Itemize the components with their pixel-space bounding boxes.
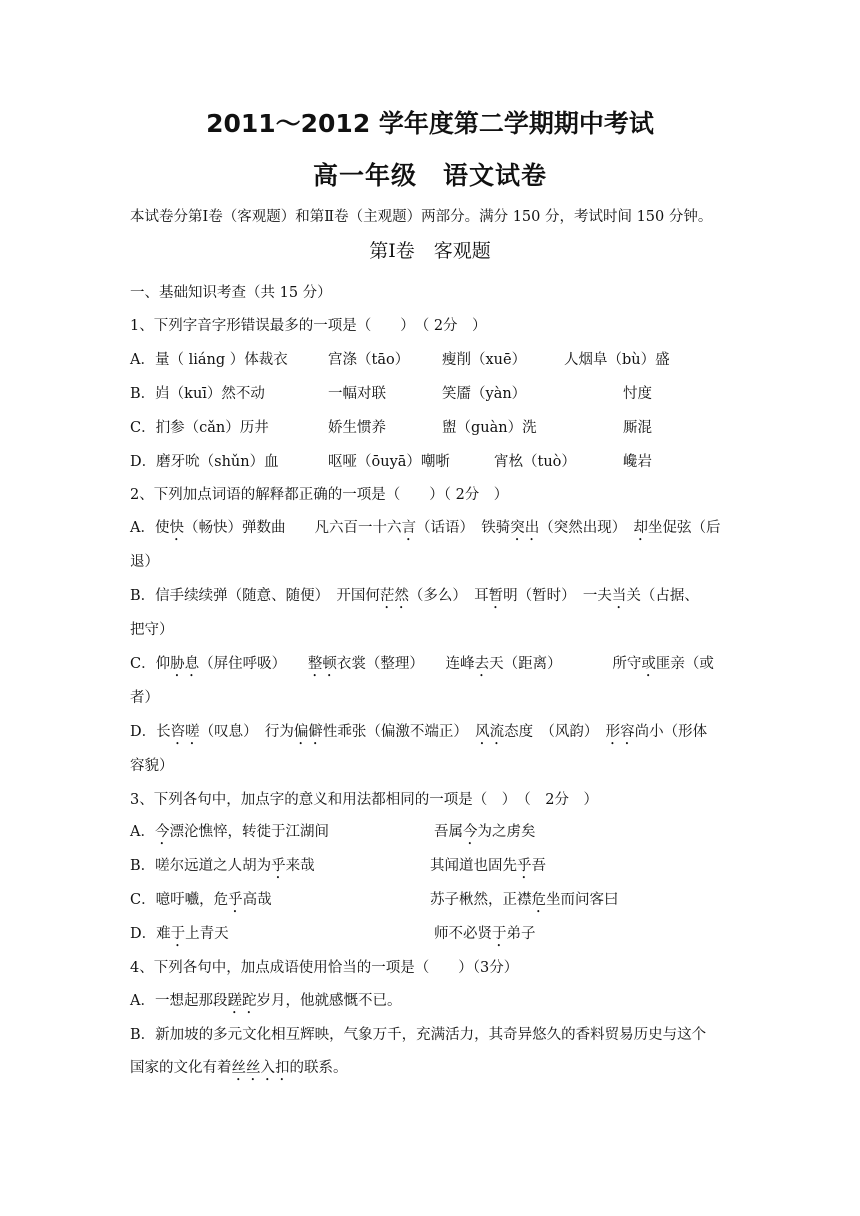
text: A． xyxy=(130,824,155,840)
dotted-word: 当 xyxy=(611,588,627,604)
text: 衣裳（整理） 连峰 xyxy=(336,656,475,672)
dotted-word: 乎 xyxy=(271,858,286,874)
text: D．长 xyxy=(130,724,171,740)
q1-b-item-2: 一幅对联 xyxy=(328,386,386,402)
q1-d-item-3: 宵㭃（tuò） xyxy=(494,454,576,470)
q1-d-item-1: D．磨牙吮（shǔn）血 xyxy=(130,454,279,470)
text: 高哉 xyxy=(242,892,272,908)
q2-option-c xyxy=(130,654,714,680)
q1-c-item-2: 娇生惯养 xyxy=(328,420,386,436)
text: 其闻道也固先 xyxy=(430,858,517,874)
text: 的联系。 xyxy=(289,1060,348,1076)
text: （话语） 铁骑 xyxy=(415,520,511,536)
q1-d-item-4: 巉岩 xyxy=(623,454,652,470)
dotted-word: 丝丝入扣 xyxy=(231,1060,290,1076)
text: B．嗟尔远道之人胡为 xyxy=(130,858,272,874)
q3-d-right xyxy=(434,924,536,950)
text: C．仰 xyxy=(130,656,171,672)
dotted-word: 突出 xyxy=(510,520,540,536)
q2-option-d xyxy=(130,722,707,748)
q4-stem: 4、下列各句中，加点成语使用恰当的一项是（ ）（3分） xyxy=(130,960,519,976)
text: 尚小（形体 xyxy=(634,724,708,740)
dotted-word: 乎 xyxy=(228,892,243,908)
q3-c-left xyxy=(130,890,272,916)
exam-title: 2011～2012 学年度第二学期期中考试 xyxy=(206,109,654,138)
q2-option-a-cont: 退） xyxy=(130,554,159,570)
dotted-word: 于 xyxy=(492,926,507,942)
q2-option-b-cont: 把守） xyxy=(130,622,174,638)
text: 上青天 xyxy=(185,926,229,942)
text: 苏子楸然，正襟 xyxy=(430,892,532,908)
q1-c-item-3: 盥（guàn）洗 xyxy=(442,420,537,436)
dotted-word: 今 xyxy=(154,824,170,840)
q2-option-a xyxy=(130,518,720,544)
exam-intro: 本试卷分第Ⅰ卷（客观题）和第Ⅱ卷（主观题）两部分。满分 150 分，考试时间 150 分钟。 xyxy=(130,209,713,225)
dotted-word: 或 xyxy=(641,656,656,672)
q3-b-right xyxy=(430,856,546,882)
q4-option-a xyxy=(130,991,401,1017)
section-title: 第Ⅰ卷 客观题 xyxy=(369,240,491,262)
q3-stem: 3、下列各句中，加点字的意义和用法都相同的一项是（ ） （ 2分 ） xyxy=(130,792,598,808)
text: （屏住呼吸） xyxy=(199,656,308,672)
dotted-word: 于 xyxy=(170,926,186,942)
text: C．噫吁嚱，危 xyxy=(130,892,229,908)
text: 天（距离） 所守 xyxy=(489,656,642,672)
dotted-word: 蹉跎 xyxy=(227,993,257,1009)
q1-b-item-3: 笑靥（yàn） xyxy=(442,386,527,402)
text: 漂沦憔悴，转徙于江湖间 xyxy=(169,824,329,840)
text: 吾属 xyxy=(434,824,463,840)
exam-subtitle: 高一年级 语文试卷 xyxy=(312,161,547,190)
q4-option-b: B．新加坡的多元文化相互辉映，气象万千，充满活力，其奇异悠久的香料贸易历史与这个 xyxy=(130,1027,707,1043)
text: A．一想起那段 xyxy=(130,993,228,1009)
dotted-word: 茫然 xyxy=(379,588,409,604)
dotted-word: 言 xyxy=(401,520,416,536)
text: （多么） 耳 xyxy=(408,588,489,604)
text: 坐促弦（后 xyxy=(647,520,721,536)
dotted-word: 快 xyxy=(169,520,184,536)
text: 关（占据、 xyxy=(626,588,699,604)
text: （叹息） 行为 xyxy=(199,724,294,740)
text: D．难 xyxy=(130,926,171,942)
q2-option-b xyxy=(130,586,699,612)
dotted-word: 今 xyxy=(463,824,478,840)
q3-a-left xyxy=(130,822,329,848)
dotted-word: 去 xyxy=(474,656,490,672)
q3-a-right xyxy=(434,822,536,848)
text: 态度 （风韵） xyxy=(504,724,606,740)
q2-option-d-cont: 容貌） xyxy=(130,758,174,774)
text: 性乖张（偏激不端正） xyxy=(322,724,476,740)
text: 吾 xyxy=(531,858,546,874)
text: 师不必贤 xyxy=(434,926,492,942)
dotted-word: 却 xyxy=(633,520,648,536)
text: 来哉 xyxy=(285,858,315,874)
text: 国家的文化有着 xyxy=(130,1060,232,1076)
q1-stem: 1、下列字音字形错误最多的一项是（ ） （ 2分 ） xyxy=(130,318,487,334)
dotted-word: 胁息 xyxy=(170,656,200,672)
q2-option-c-cont: 者） xyxy=(130,690,159,706)
text: B．信手续续弹（随意、随便） 开国何 xyxy=(130,588,380,604)
dotted-word: 暂 xyxy=(488,588,504,604)
q1-a-item-2: 宫涤（tāo） xyxy=(328,352,410,368)
text: 为之虏矣 xyxy=(477,824,536,840)
text: 坐而问客曰 xyxy=(546,892,619,908)
dotted-word: 形容 xyxy=(605,724,635,740)
q1-c-item-1: C．扪参（cǎn）历井 xyxy=(130,420,269,436)
q4-option-b-cont xyxy=(130,1058,348,1084)
q1-a-item-4: 人烟阜（bù）盛 xyxy=(564,352,670,368)
text: A．使 xyxy=(130,520,170,536)
q1-b-item-4: 忖度 xyxy=(623,386,652,402)
q3-c-right xyxy=(430,890,619,916)
dotted-word: 风流 xyxy=(475,724,505,740)
dotted-word: 乎 xyxy=(517,858,532,874)
q3-d-left xyxy=(130,924,229,950)
q1-a-item-1: A．量（ liáng ）体裁衣 xyxy=(130,352,288,368)
dotted-word: 危 xyxy=(531,892,546,908)
text: 匪亲（或 xyxy=(655,656,714,672)
q1-b-item-1: B．岿（kuī）然不动 xyxy=(130,386,265,402)
dotted-word: 偏僻 xyxy=(293,724,323,740)
q1-a-item-3: 瘦削（xuē） xyxy=(442,352,527,368)
q1-c-item-4: 厮混 xyxy=(623,420,652,436)
text: 明（暂时） 一夫 xyxy=(503,588,612,604)
text: （畅快）弹数曲 凡六百一十六 xyxy=(183,520,402,536)
dotted-word: 咨嗟 xyxy=(170,724,200,740)
q2-stem: 2、下列加点词语的解释都正确的一项是（ ）（ 2分 ） xyxy=(130,487,509,503)
q1-d-item-2: 呕哑（ōuyā）嘲哳 xyxy=(328,454,450,470)
dotted-word: 整顿 xyxy=(307,656,337,672)
text: 弟子 xyxy=(506,926,536,942)
text: 岁月，他就感慨不已。 xyxy=(256,993,402,1009)
part-heading: 一、基础知识考查（共 15 分） xyxy=(130,285,332,301)
text: （突然出现） xyxy=(539,520,634,536)
q3-b-left xyxy=(130,856,315,882)
